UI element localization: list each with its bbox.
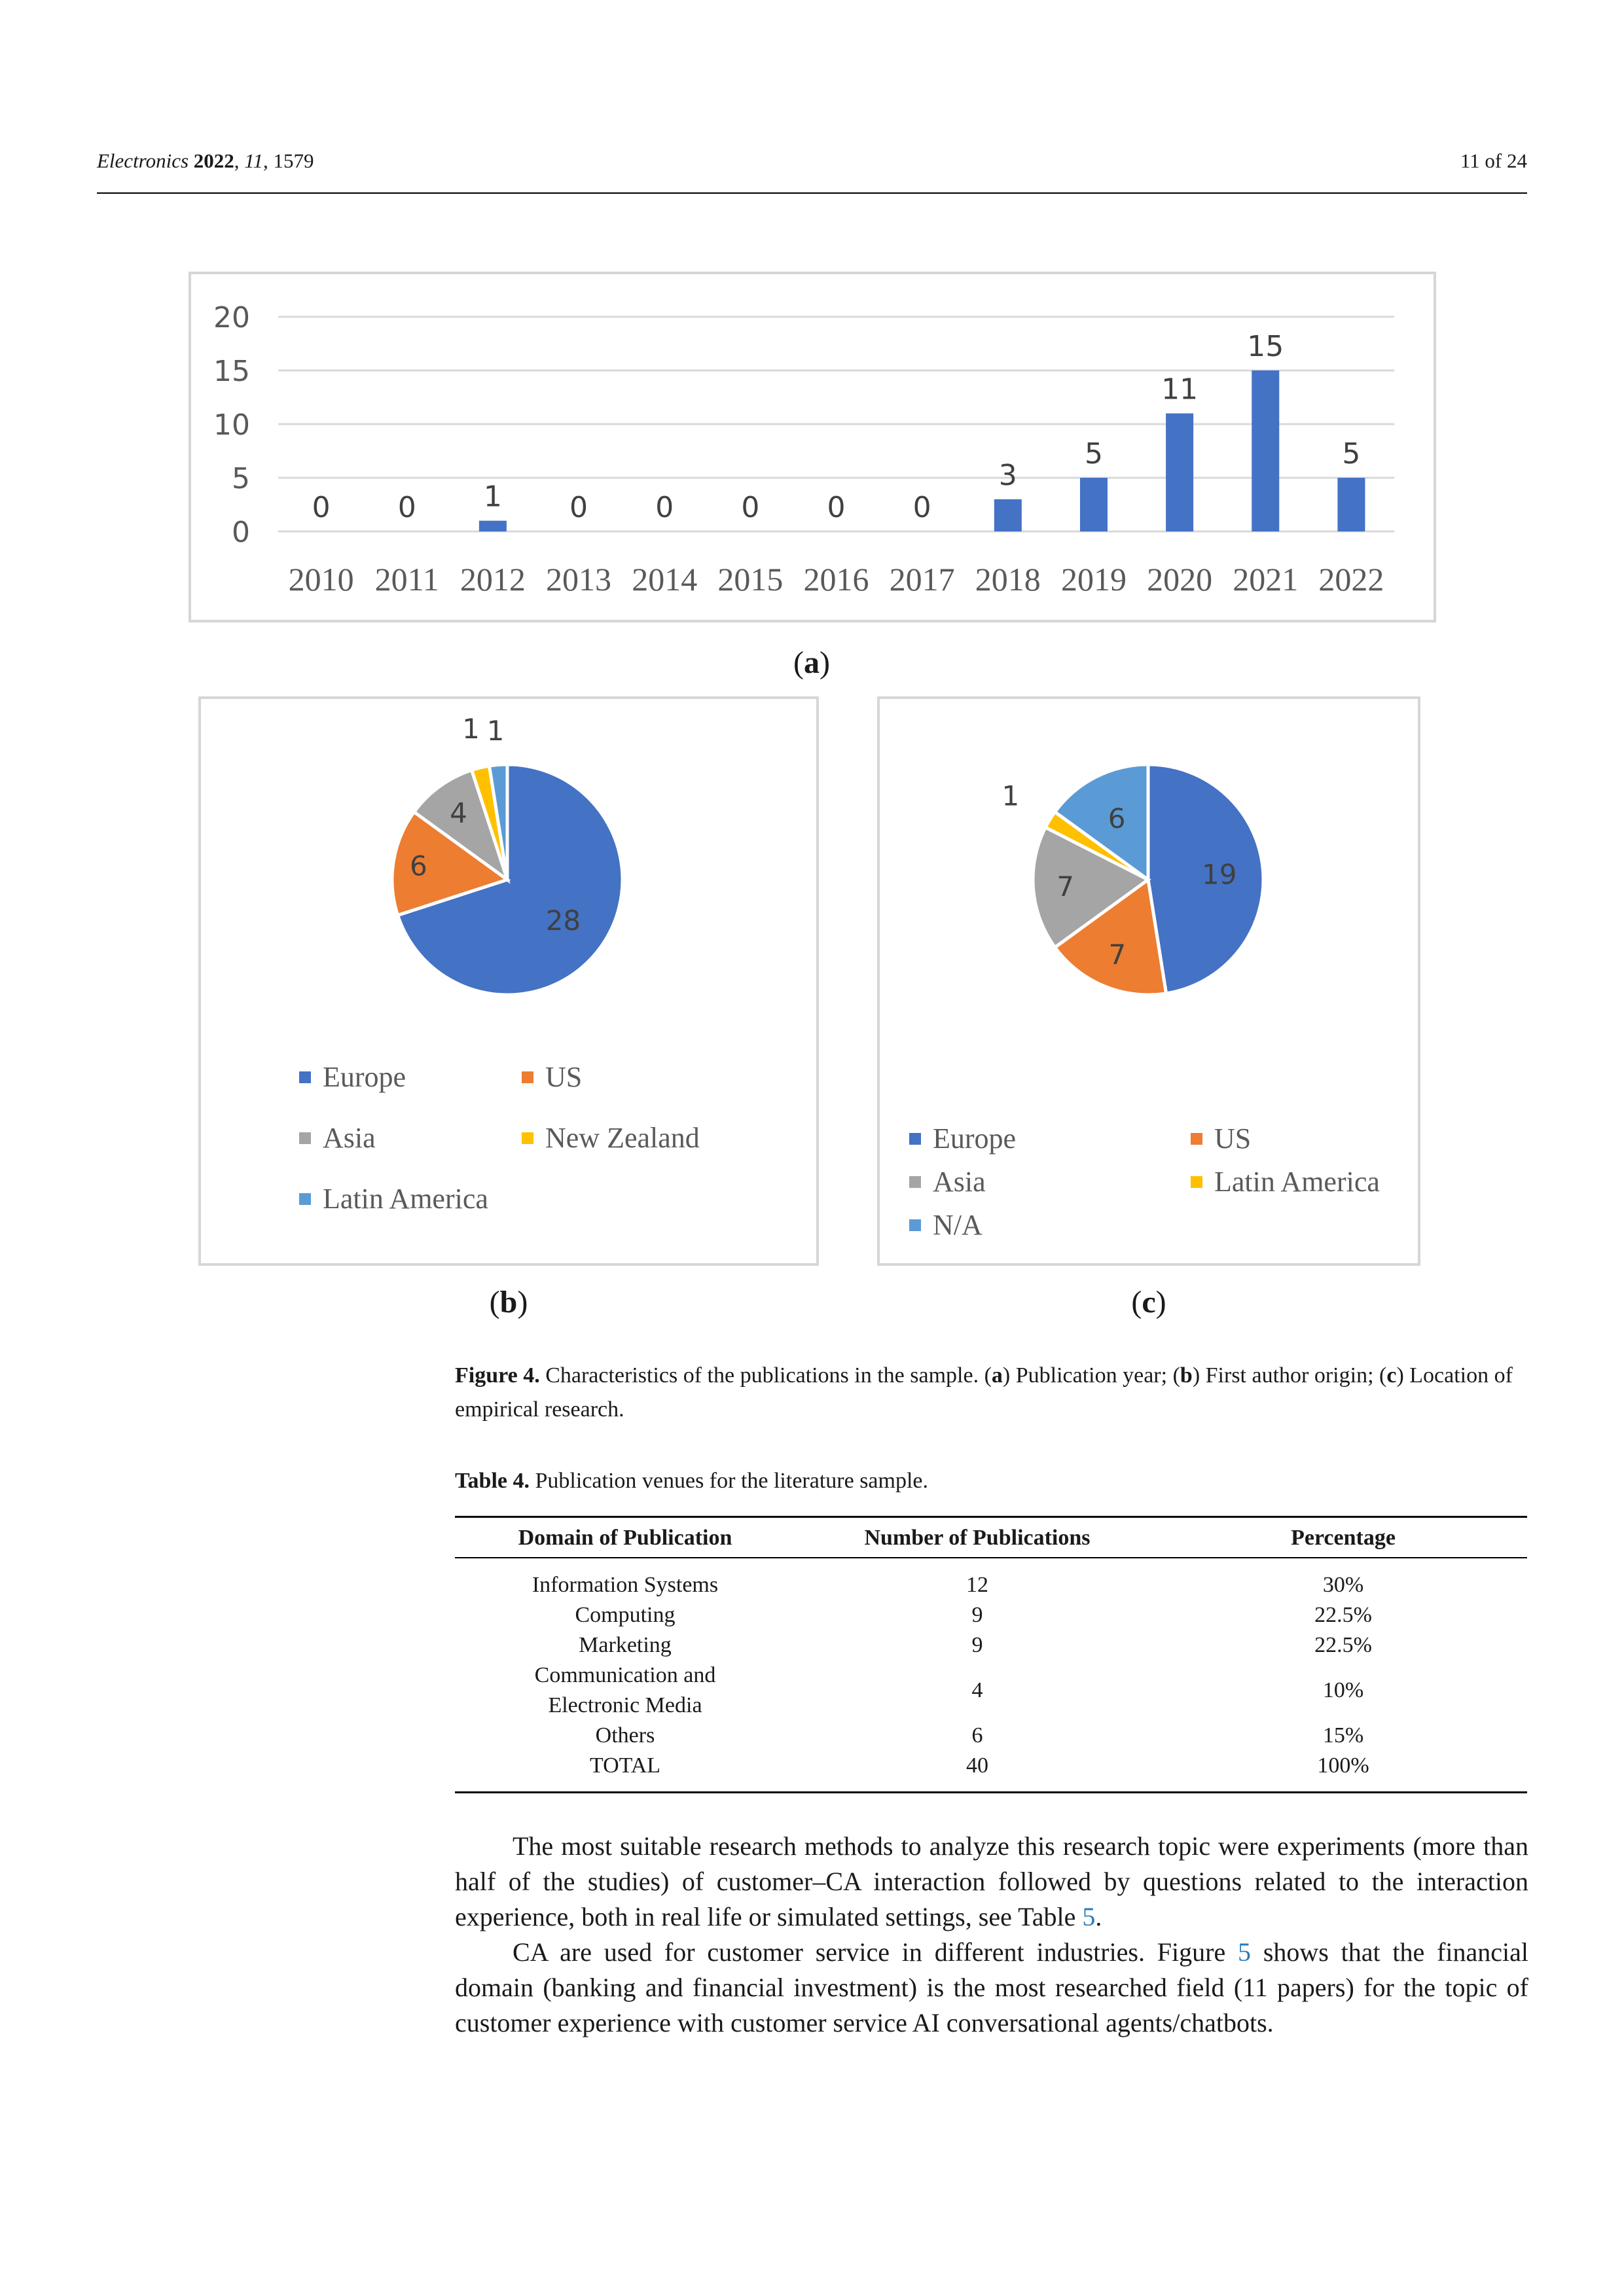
legend-swatch xyxy=(299,1132,311,1144)
table-caption: Table 4. Publication venues for the literature sample. xyxy=(455,1469,928,1493)
bar xyxy=(1337,478,1365,531)
x-tick-label: 2018 xyxy=(975,561,1041,598)
y-tick-label: 5 xyxy=(232,462,250,495)
data-label: 1 xyxy=(483,480,502,514)
legend-label: Asia xyxy=(933,1166,986,1198)
slice-label: 4 xyxy=(450,797,467,829)
x-tick-label: 2015 xyxy=(717,561,784,598)
data-label: 15 xyxy=(1247,330,1284,363)
legend-label: US xyxy=(1214,1122,1252,1155)
legend-item xyxy=(299,1182,488,1215)
panel-label-a: (a) xyxy=(793,645,830,680)
body-text xyxy=(455,1829,1528,2041)
paragraph-2: CA are used for customer service in different industries. Figure 5 shows that the financial domain (banking and financial investment) is the most researched field (11 papers) for the topic of customer experience with customer service AI conversational agents/chatbots. xyxy=(455,1937,1528,2037)
legend-item xyxy=(1191,1122,1251,1155)
panel-label-c: (c) xyxy=(1131,1285,1166,1319)
slice-label: 28 xyxy=(545,905,581,937)
data-label: 0 xyxy=(655,491,674,524)
article-number: 1579 xyxy=(273,149,314,172)
pie-chart-research-location xyxy=(880,699,1418,1039)
legend-item xyxy=(909,1122,1016,1155)
legend-item xyxy=(299,1121,376,1155)
table xyxy=(455,1516,1527,1793)
slice-label: 1 xyxy=(1001,780,1020,812)
legend-label: New Zealand xyxy=(545,1122,700,1154)
slice-label: 19 xyxy=(1202,858,1237,891)
header-rule xyxy=(97,192,1527,194)
pie-chart-author-origin xyxy=(201,699,816,1039)
journal-year: 2022 xyxy=(193,149,234,172)
data-label: 5 xyxy=(1342,437,1361,471)
bar-chart xyxy=(191,274,1434,620)
y-tick-label: 10 xyxy=(213,408,250,442)
slice-label: 7 xyxy=(1056,870,1075,903)
table-row: Others 6 15% xyxy=(595,1723,1364,1748)
x-tick-label: 2010 xyxy=(288,561,354,598)
table-row-total: TOTAL 40 100% xyxy=(455,1751,1527,1793)
legend-label: Europe xyxy=(933,1122,1017,1155)
x-tick-label: 2017 xyxy=(889,561,955,598)
y-tick-label: 0 xyxy=(232,516,250,549)
data-label: 0 xyxy=(827,491,846,524)
y-tick-label: 15 xyxy=(213,355,250,388)
slice-label: 1 xyxy=(486,714,505,747)
legend-label: US xyxy=(545,1061,583,1093)
running-head: Electronics 2022, 11, 1579 xyxy=(97,149,314,172)
table-header-row xyxy=(455,1517,1527,1558)
data-label: 0 xyxy=(741,491,760,524)
legend-swatch xyxy=(522,1071,533,1083)
chart-a-panel xyxy=(189,272,1436,622)
legend-label: Latin America xyxy=(323,1183,488,1215)
table-row: Marketing 9 22.5% xyxy=(579,1633,1372,1657)
publication-venues-table xyxy=(455,1516,1527,1793)
page-number: 11 of 24 xyxy=(1460,149,1527,172)
x-tick-label: 2016 xyxy=(803,561,869,598)
bar xyxy=(1166,414,1193,531)
bar xyxy=(1080,478,1108,531)
slice-label: 1 xyxy=(462,712,480,745)
panel-label-b: (b) xyxy=(489,1285,528,1319)
col-header-domain: Domain of Publication xyxy=(455,1517,795,1558)
legend-item xyxy=(909,1208,983,1242)
legend-swatch xyxy=(299,1071,311,1083)
legend-swatch xyxy=(909,1219,921,1231)
table-row: Information Systems 12 30% xyxy=(532,1573,1364,1597)
legend-label: Asia xyxy=(323,1122,376,1154)
table-5-link[interactable]: 5 xyxy=(1082,1902,1096,1931)
bar xyxy=(994,499,1022,531)
legend-swatch xyxy=(909,1133,921,1145)
x-tick-label: 2021 xyxy=(1233,561,1299,598)
data-label: 5 xyxy=(1084,437,1103,471)
chart-b-panel xyxy=(198,696,819,1266)
journal-volume: 11 xyxy=(244,149,263,172)
x-tick-label: 2012 xyxy=(460,561,526,598)
data-label: 0 xyxy=(397,491,416,524)
slice-label: 6 xyxy=(410,850,427,882)
legend-swatch xyxy=(909,1176,921,1188)
journal-name: Electronics xyxy=(97,149,189,172)
y-tick-label: 20 xyxy=(213,301,250,334)
x-tick-label: 2019 xyxy=(1060,561,1127,598)
legend-swatch xyxy=(522,1132,533,1144)
legend-item xyxy=(909,1165,986,1198)
paragraph-1: The most suitable research methods to analyze this research topic were experiments (more than half of the studies) of customer–CA interaction followed by questions related to the interaction experience, both in real life or simulated settings, see Table 5. xyxy=(455,1831,1528,1931)
legend-label: Europe xyxy=(323,1061,406,1093)
legend-label: N/A xyxy=(933,1209,983,1241)
slice-label: 7 xyxy=(1108,938,1127,971)
table-row: Computing 9 22.5% xyxy=(575,1603,1372,1627)
col-header-percentage: Percentage xyxy=(1159,1517,1527,1558)
legend-swatch xyxy=(1191,1176,1202,1188)
col-header-number: Number of Publications xyxy=(795,1517,1159,1558)
legend-item xyxy=(522,1060,582,1094)
x-tick-label: 2020 xyxy=(1147,561,1213,598)
legend-label: Latin America xyxy=(1214,1166,1380,1198)
data-label: 0 xyxy=(312,491,331,524)
data-label: 3 xyxy=(998,458,1017,492)
x-tick-label: 2013 xyxy=(546,561,612,598)
bar xyxy=(479,521,507,531)
legend-item xyxy=(299,1060,406,1094)
figure-5-link[interactable]: 5 xyxy=(1238,1937,1252,1967)
slice-label: 6 xyxy=(1108,802,1126,834)
legend-swatch xyxy=(1191,1133,1202,1145)
table-row: Communication and Electronic Media 4 10% xyxy=(534,1663,1364,1717)
x-tick-label: 2011 xyxy=(374,561,439,598)
chart-c-panel xyxy=(877,696,1420,1266)
data-label: 0 xyxy=(569,491,588,524)
x-tick-label: 2022 xyxy=(1318,561,1384,598)
legend-swatch xyxy=(299,1193,311,1205)
legend-item xyxy=(1191,1165,1380,1198)
legend-item xyxy=(522,1121,700,1155)
x-tick-label: 2014 xyxy=(632,561,698,598)
figure-caption: Figure 4. Characteristics of the publications in the sample. (a) Publication year; (b) First author origin; (c) Location of empirical research. xyxy=(455,1363,1513,1422)
data-label: 0 xyxy=(912,491,931,524)
bar xyxy=(1252,370,1279,531)
data-label: 11 xyxy=(1161,372,1199,406)
